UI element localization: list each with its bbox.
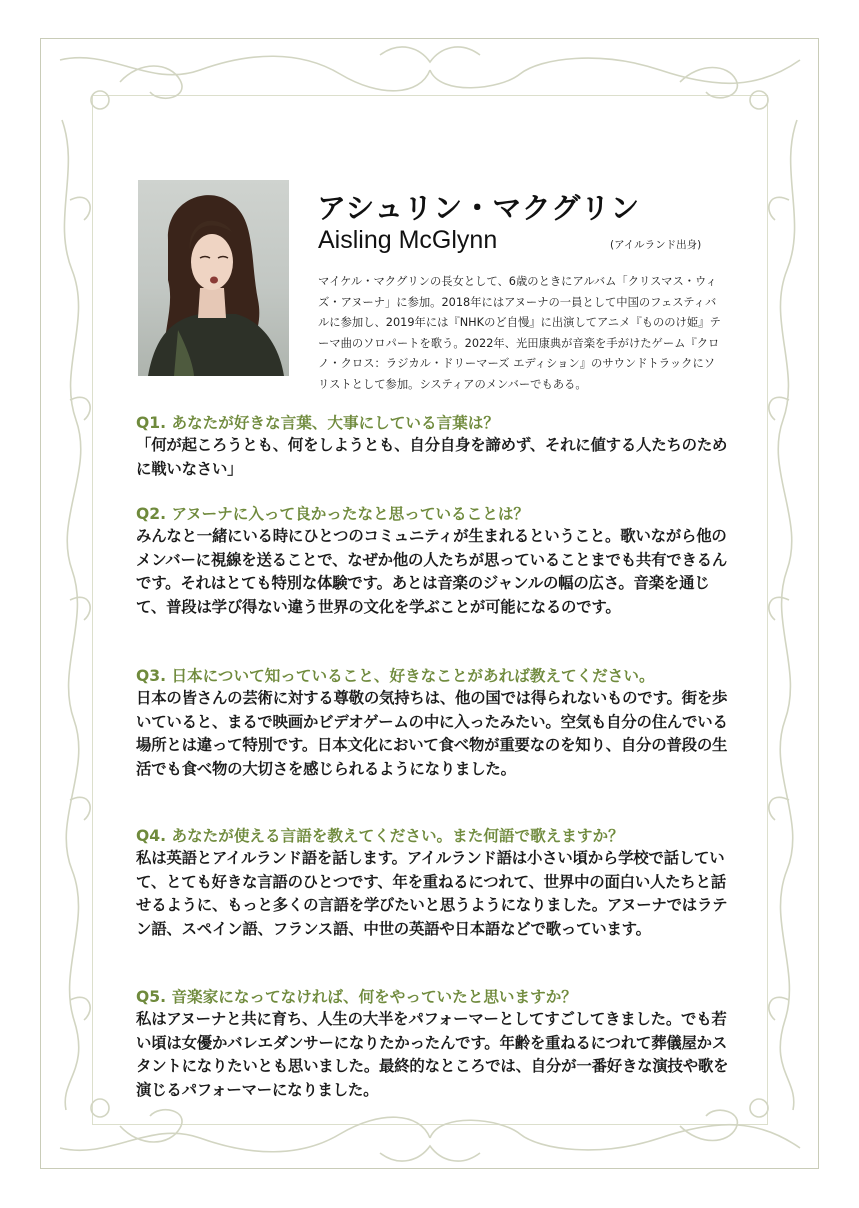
question-3: Q3. 日本について知っていること、好きなことがあれば教えてください。 [136, 667, 655, 685]
answer-4: 私は英語とアイルランド語を話します。アイルランド語は小さい頃から学校で話していて、とても好きな言語のひとつです、年を重ねるにつれて、世界中の面白い人たちと話せるように、もっと多くの言語を学びたいと思うようになりました。アヌーナではラテン語、スペイン語、フランス語、中世の英語や日本語などで歌っています。 [136, 849, 728, 938]
name-japanese: アシュリン・マクグリン [317, 191, 640, 225]
portrait-photo [138, 180, 289, 376]
profile-bio: マイケル・マクグリンの長女として、6歳のときにアルバム「クリスマス・ウィズ・アヌーナ」に参加。2018年にはアヌーナの一員として中国のフェスティバルに参加し、2019年には『NHKのど自慢』に出演してアニメ『もののけ姫』テーマ曲のソロパートを歌う。2022年、光田康典が音楽を手がけたゲーム『クロノ・クロス：ラジカル・ドリーマーズ エディション』のサウンドトラックにソリストとして参加。システィアのメンバーでもある。 [318, 275, 721, 391]
qa-item-1 [136, 412, 736, 481]
qa-item-3 [136, 665, 736, 781]
qa-item-5 [136, 986, 736, 1102]
answer-3: 日本の皆さんの芸術に対する尊敬の気持ちは、他の国では得られないものです。街を歩いていると、まるで映画かビデオゲームの中に入ったみたい。空気も自分の住んでいる場所とは違って特別です。日本文化において食べ物が重要なのを知り、自分の普段の生活でも食べ物の大切さを感じられるようになりました。 [136, 689, 728, 778]
question-2: Q2. アヌーナに入って良かったなと思っていることは？ [136, 505, 530, 523]
name-english: Aisling McGlynn [318, 226, 498, 254]
question-4: Q4. あなたが使える言語を教えてください。また何語で歌えますか？ [136, 827, 624, 845]
origin-label: (アイルランド出身) [610, 239, 702, 251]
qa-item-4 [136, 825, 736, 941]
answer-5: 私はアヌーナと共に育ち、人生の大半をパフォーマーとしてすごしてきました。でも若い頃は女優かバレエダンサーになりたかったんです。年齢を重ねるにつれて葬儀屋かスタントになりたいとも思いました。最終的なところでは、自分が一番好きな演技や歌を演じるパフォーマーになりました。 [136, 1010, 729, 1099]
portrait-image [138, 180, 289, 376]
question-1: Q1. あなたが好きな言葉、大事にしている言葉は？ [136, 414, 499, 432]
answer-1: 「何が起ころうとも、何をしようとも、自分自身を諦めず、それに値する人たちのために戦いなさい」 [136, 436, 728, 478]
answer-2: みんなと一緒にいる時にひとつのコミュニティが生まれるということ。歌いながら他のメンバーに視線を送ることで、なぜか他の人たちが思っていることまでも共有できるんです。それはとても特別な体験です。あとは音楽のジャンルの幅の広さ。音楽を通じて、普段は学び得ない違う世界の文化を学ぶことが可能になるのです。 [136, 527, 728, 616]
qa-item-2 [136, 503, 736, 619]
question-5: Q5. 音楽家になってなければ、何をやっていたと思いますか？ [136, 988, 577, 1006]
